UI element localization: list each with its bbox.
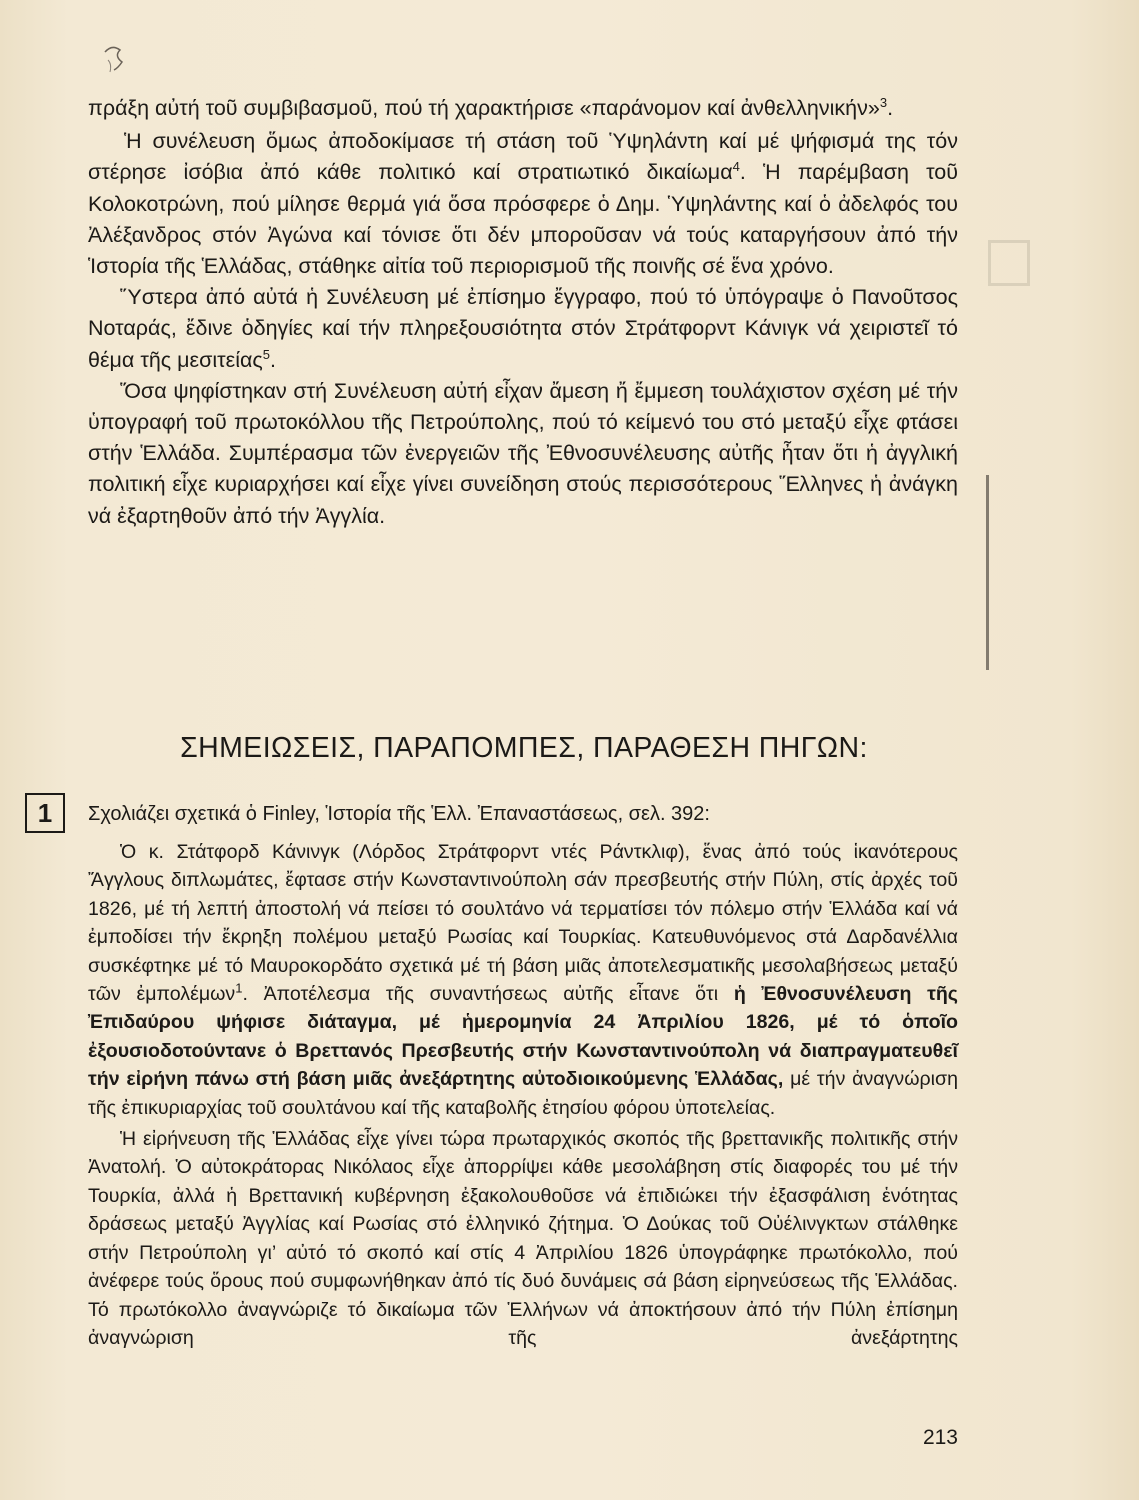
paragraph-1 bbox=[88, 93, 958, 124]
quote-paragraph-1-continuation: . Ἀποτέλεσμα τῆς συναντήσεως αὐτῆς εἶτανε ὅτι bbox=[242, 983, 734, 1006]
corner-scribble-icon bbox=[100, 40, 140, 80]
paragraph-4 bbox=[88, 376, 958, 532]
paragraph-1-tail: . bbox=[887, 96, 894, 120]
note-quote bbox=[88, 838, 958, 1352]
paragraph-3-text: Ὕστερα ἀπό αὐτά ἡ Συνέλευση μέ ἐπίσημο ἔγγραφο, πού τό ὑπόγραψε ὁ Πανοῦτσος Νοταράς, ἔδινε ὁδηγίες καί τήν πληρεξουσιότητα στόν Στράτφορντ Κάνιγκ νά χειριστεῖ τό θέμα τῆς μεσιτείας bbox=[88, 285, 958, 372]
quote-footnote-ref-1: 1 bbox=[235, 980, 243, 996]
quote-paragraph-1-end: μέ τήν ἀναγνώριση τῆς ἐπικυριαρχίας τοῦ σουλτάνου καί τῆς καταβολῆς ἐτησίου φόρου ὑποτελείας. bbox=[88, 1068, 958, 1119]
quote-paragraph-2-text: Ἡ εἰρήνευση τῆς Ἑλλάδας εἶχε γίνει τώρα πρωταρχικός σκοπός τῆς βρεττανικῆς πολιτικῆς στήν Ἀνατολή. Ὁ αὐτοκράτορας Νικόλαος εἶχε ἀπορρίψει κάθε μεσολάβηση στίς διαφορές του μέ τήν Τουρκία, ἀλλά ἡ Βρεττανική κυβέρνηση ἐξακολουθοῦσε νά ἐπιδιώκει τήν ἐξασφάλιση ἑνότητας δράσεως μεταξύ Ἀγγλίας καί Ρωσίας στό ἑλληνικό ζήτημα. Ὁ Δούκας τοῦ Οὐέλινγκτων στάλθηκε στήν Πετρούπολη γι’ αὐτό τό σκοπό καί στίς 4 Ἀπριλίου 1826 ὑπογράφηκε πρωτόκολλο, πού ἀνέφερε τούς ὅρους πού συμφωνήθηκαν ἀπό τίς δυό δυνάμεις σά βάση εἰρηνεύσεως τῆς Ἑλλάδας. Τό πρωτόκολλο ἀναγνώριζε τό δικαίωμα τῶν Ἑλλήνων νά ἀποκτήσουν ἀπό τήν Πύλη ἐπίσημη ἀναγνώριση τῆς ἀνεξάρτητης bbox=[88, 1128, 958, 1349]
quote-paragraph-1 bbox=[88, 838, 958, 1122]
paragraph-2-text: Ἡ συνέλευση ὅμως ἀποδοκίμασε τή στάση τοῦ Ὑψηλάντη καί μέ ψήφισμά της τόν στέρησε ἰσόβια ἀπό κάθε πολιτικό καί στρατιωτικό δικαίωμα bbox=[88, 129, 958, 185]
note-number-badge: 1 bbox=[25, 793, 65, 833]
footnote-ref-3: 3 bbox=[879, 94, 888, 110]
paragraph-1-text: πράξη αὐτή τοῦ συμβιβασμοῦ, πού τή χαρακτήρισε «παράνομον καί ἀνθελληνικήν» bbox=[88, 96, 880, 120]
quote-paragraph-2 bbox=[88, 1125, 958, 1352]
quote-paragraph-1-text: Ὁ κ. Στάτφορδ Κάνινγκ (Λόρδος Στράτφορντ ντές Ράντκλιφ), ἕνας ἀπό τούς ἱκανότερους Ἄγγλους διπλωμάτες, ἔφτασε στήν Κωνσταντινούπολη σάν πρεσβευτής στήν Πύλη, στίς ἀρχές τοῦ 1826, μέ τή λεπτή ἀποστολή νά πείσει τό σουλτάνο νά τερματίσει τόν πόλεμο στήν Ἑλλάδα καί νά ἐμποδίσει τήν ἔκρηξη πολέμου μεταξύ Ρωσίας καί Τουρκίας. Κατευθυνόμενος στά Δαρδανέλλια συσκέφτηκε μέ τό Μαυροκορδάτο σχετικά μέ τή βάση μιᾶς ἀποτελεσματικῆς μεσολαβήσεως μεταξύ τῶν ἐμπολέμων bbox=[88, 841, 958, 1006]
note-intro: Σχολιάζει σχετικά ὁ Finley, Ἱστορία τῆς Ἑλλ. Ἐπαναστάσεως, σελ. 392: bbox=[88, 803, 710, 825]
margin-pencil-line bbox=[986, 475, 989, 670]
paragraph-3-tail: . bbox=[270, 347, 277, 372]
quote-paragraph-1-bold: ἡ Ἐθνοσυνέλευση τῆς Ἐπιδαύρου ψήφισε διάταγμα, μέ ἡμερομηνία 24 Ἀπριλίου 1826, μέ τό ὁποῖο ἐξουσιοδοτούντανε ὁ Βρεττανός Πρεσβευτής στήν Κωνσταντινούπολη νά διαπραγματευθεῖ τήν εἰρήνη πάνω στή βάση μιᾶς ἀνεξάρτητης αὐτοδιοικούμενης Ἑλλάδας, bbox=[88, 983, 958, 1091]
paragraph-4-text: Ὅσα ψηφίστηκαν στή Συνέλευση αὐτή εἶχαν ἄμεση ἤ ἔμμεση τουλάχιστον σχέση μέ τήν ὑπογραφή τοῦ πρωτοκόλλου τῆς Πετρούπολης, πού τό κείμενό του στό μεταξύ εἶχε φτάσει στήν Ἑλλάδα. Συμπέρασμα τῶν ἐνεργειῶν τῆς Ἐθνοσυνέλευσης αὐτῆς ἦταν ὅτι ἡ ἀγγλική πολιτική εἶχε κυριαρχήσει καί εἶχε γίνει συνείδηση στούς περισσότερους Ἕλληνες ἡ ἀνάγκη νά ἐξαρτηθοῦν ἀπό τήν Ἀγγλία. bbox=[88, 378, 958, 528]
paragraph-2 bbox=[88, 126, 958, 282]
bleed-through-mark bbox=[988, 240, 1030, 286]
page-number: 213 bbox=[922, 1426, 958, 1449]
paragraph-3 bbox=[88, 282, 958, 376]
main-text bbox=[88, 93, 958, 532]
footnote-ref-4: 4 bbox=[732, 159, 740, 175]
footnote-ref-5: 5 bbox=[262, 346, 271, 362]
section-heading: ΣΗΜΕΙΩΣΕΙΣ, ΠΑΡΑΠΟΜΠΕΣ, ΠΑΡΑΘΕΣΗ ΠΗΓΩΝ: bbox=[180, 732, 868, 764]
paragraph-2-tail: . Ἡ παρέμβαση τοῦ Κολοκοτρώνη, πού μίλησε θερμά γιά ὅσα πρόσφερε ὁ Δημ. Ὑψηλάντης καί ὁ ἀδελφός του Ἀλέξανδρος στόν Ἀγώνα καί τόνισε ὅτι δέν μποροῦσαν νά τούς καταργήσουν ἀπό τήν Ἱστορία τῆς Ἑλλάδας, στάθηκε αἰτία τοῦ περιορισμοῦ τῆς ποινῆς σέ ἕνα χρόνο. bbox=[88, 160, 959, 279]
